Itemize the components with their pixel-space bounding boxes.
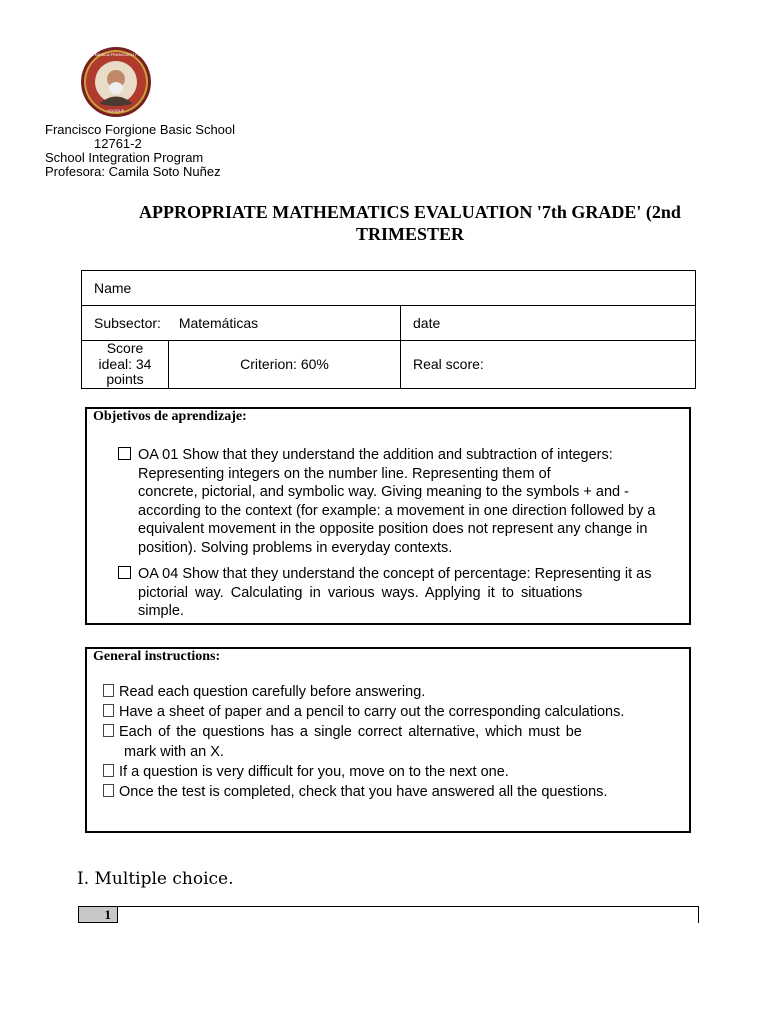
school-logo <box>75 46 157 118</box>
subsector-label: Subsector: <box>94 315 161 331</box>
date-label: date <box>413 315 441 331</box>
instructions-box <box>85 647 691 833</box>
instruction-item: Each of the questions has a single correct alternative, which must be <box>103 722 582 742</box>
subsector-cell <box>82 306 401 341</box>
bullet-icon <box>103 784 114 797</box>
teacher-name: Profesora: Camila Soto Nuñez <box>45 164 221 179</box>
subsector-value: Matemáticas <box>178 315 259 331</box>
real-score-field[interactable] <box>401 341 696 389</box>
oa04-checkbox[interactable] <box>118 566 131 579</box>
program-name: School Integration Program <box>45 150 204 165</box>
title-line-2: TRIMESTER <box>355 224 465 244</box>
section-title: I. Multiple choice. <box>77 869 234 889</box>
oa01-checkbox[interactable] <box>118 447 131 460</box>
question-divider <box>78 906 699 907</box>
objectives-heading: Objetivos de aprendizaje: <box>93 409 247 424</box>
school-info <box>45 123 235 179</box>
name-field[interactable] <box>82 271 696 306</box>
ideal-score-line-1: Score <box>106 340 144 356</box>
logo-text-top: ESCUELA BÁSICA FRANCISCO FORGIONE <box>75 52 157 57</box>
question-divider-end <box>698 906 699 923</box>
student-info-table <box>81 270 696 389</box>
ideal-score-line-3: points <box>106 371 144 387</box>
objective-oa04: OA 04 Show that they understand the concept of percentage: Representing it as pictorial way. Calculating in various ways. Applying it to situations simple. <box>118 565 651 621</box>
school-name: Francisco Forgione Basic School <box>45 122 236 137</box>
bullet-icon <box>103 764 114 777</box>
criterion-text: Criterion: 60% <box>240 356 329 373</box>
school-code: 12761-2 <box>94 136 142 151</box>
ideal-score-cell <box>82 341 169 389</box>
title-line-1: APPROPRIATE MATHEMATICS EVALUATION '7th GRADE' (2nd <box>139 202 681 222</box>
instruction-item-continued: mark with an X. <box>124 744 224 760</box>
instructions-heading: General instructions: <box>93 649 221 664</box>
objectives-box <box>85 407 691 625</box>
name-label: Name <box>94 280 132 296</box>
instruction-item: Once the test is completed, check that you have answered all the questions. <box>103 782 607 802</box>
bullet-icon <box>103 724 114 737</box>
instruction-item: Read each question carefully before answering. <box>103 682 425 702</box>
criterion-cell <box>169 341 401 389</box>
bullet-icon <box>103 704 114 717</box>
objective-oa01: OA 01 Show that they understand the addition and subtraction of integers: Representing integers on the number line. Representing them of concrete, pictorial, and symbolic way. Giving meaning to the symbols + and - according to the context (for example: a movement in one direction followed by a equivalent movement in the opposite position does not represent any change in position). Solving problems in everyday contexts. <box>118 446 655 558</box>
instruction-item: If a question is very difficult for you, move on to the next one. <box>103 762 509 782</box>
instruction-item: Have a sheet of paper and a pencil to carry out the corresponding calculations. <box>103 702 624 722</box>
page-title <box>60 201 760 245</box>
bullet-icon <box>103 684 114 697</box>
question-number: 1 <box>78 906 118 923</box>
date-field[interactable] <box>401 306 696 341</box>
ideal-score-line-2: ideal: 34 <box>98 355 152 372</box>
logo-text-bottom: IQUIQUE <box>107 108 125 113</box>
real-score-label: Real score: <box>413 356 484 373</box>
